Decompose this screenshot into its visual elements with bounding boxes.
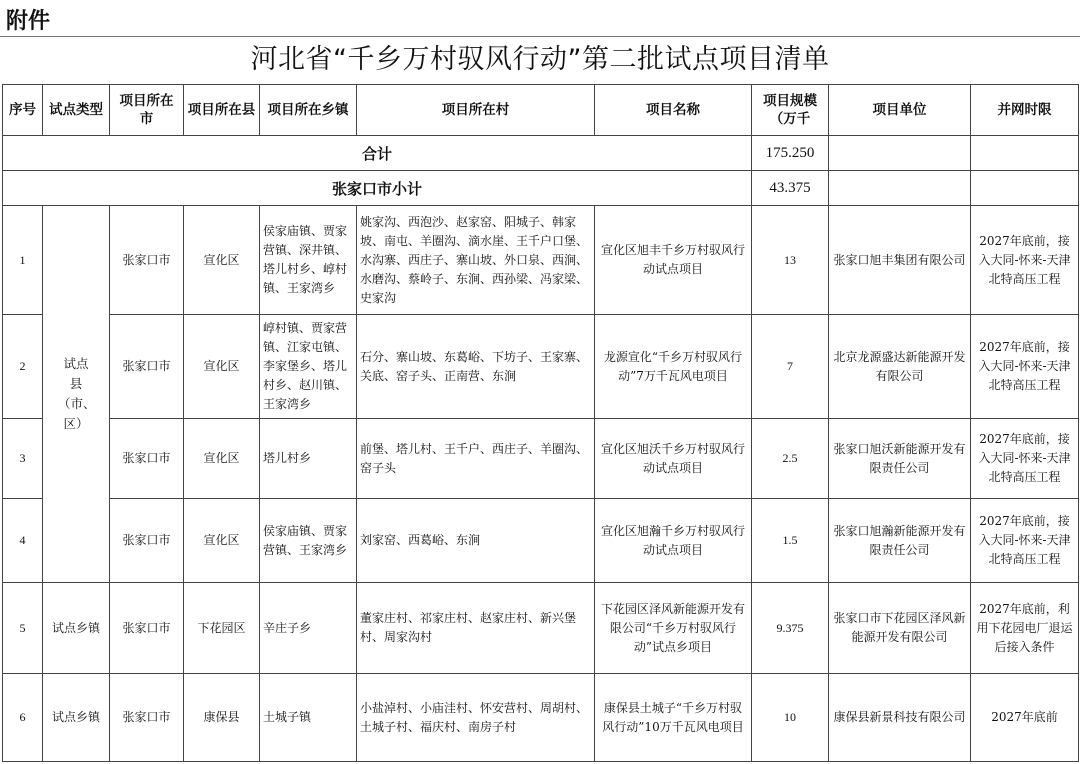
pilot-type-group [43,206,110,583]
town-cell: 侯家庙镇、贾家营镇、王家湾乡 [260,499,357,583]
col-header: 项目名称 [595,85,752,136]
scale-cell: 7 [752,315,829,419]
unit-cell: 张家口旭沃新能源开发有限责任公司 [829,419,971,499]
col-header: 项目单位 [829,85,971,136]
deadline-cell: 2027年底前 [971,674,1079,762]
village-cell: 刘家窑、西葛峪、东涧 [357,499,595,583]
table-row [3,206,1079,315]
unit-cell: 张家口旭丰集团有限公司 [829,206,971,315]
project-name-cell: 康保县土城子“千乡万村驭风行动”10万千瓦风电项目 [595,674,752,762]
city-cell: 张家口市 [110,315,184,419]
table-header-row [3,85,1079,136]
attachment-label: 附件 [6,9,51,34]
county-cell: 宣化区 [184,419,260,499]
village-cell: 姚家沟、西泡沙、赵家窑、阳城子、韩家坡、南屯、羊圈沟、滴水崖、王千户口堡、水沟寨、西庄子、寨山坡、外口泉、西涧、水磨沟、蔡岭子、东涧、西孙梁、冯家梁、史家沟 [357,206,595,315]
total-value: 175.250 [752,136,829,171]
unit-cell: 张家口旭瀚新能源开发有限责任公司 [829,499,971,583]
scale-cell: 2.5 [752,419,829,499]
city-cell: 张家口市 [110,583,184,674]
project-name-cell: 宣化区旭瀚千乡万村驭风行动试点项目 [595,499,752,583]
county-cell: 宣化区 [184,499,260,583]
town-cell: 塔儿村乡 [260,419,357,499]
scale-cell: 10 [752,674,829,762]
village-cell: 石分、寨山坡、东葛峪、下坊子、王家寨、关底、窑子头、正南营、东涧 [357,315,595,419]
city-cell: 张家口市 [110,206,184,315]
row-number: 6 [3,674,43,762]
empty-cell [971,136,1079,171]
project-name-cell: 下花园区泽风新能源开发有限公司“千乡万村驭风行动”试点乡项目 [595,583,752,674]
empty-cell [971,171,1079,206]
county-cell: 宣化区 [184,206,260,315]
col-header: 项目规模（万千 [752,85,829,136]
deadline-cell: 2027年底前，接入大同-怀来-天津北特高压工程 [971,419,1079,499]
col-header: 试点类型 [43,85,110,136]
town-cell: 崞村镇、贾家营镇、江家屯镇、李家堡乡、塔儿村乡、赵川镇、王家湾乡 [260,315,357,419]
deadline-cell: 2027年底前，接入大同-怀来-天津北特高压工程 [971,315,1079,419]
unit-cell: 康保县新景科技有限公司 [829,674,971,762]
col-header: 项目所在县 [184,85,260,136]
subtotal-row [3,171,1079,206]
town-cell: 侯家庙镇、贾家营镇、深井镇、塔儿村乡、崞村镇、王家湾乡 [260,206,357,315]
empty-cell [829,136,971,171]
attachment-header [0,0,1080,37]
city-cell: 张家口市 [110,419,184,499]
deadline-cell: 2027年底前，接入大同-怀来-天津北特高压工程 [971,499,1079,583]
pilot-type-cell: 试点乡镇 [43,583,110,674]
county-cell: 宣化区 [184,315,260,419]
table-row [3,583,1079,674]
village-cell: 小盐淖村、小庙洼村、怀安营村、周胡村、土城子村、福庆村、南房子村 [357,674,595,762]
project-name-cell: 宣化区旭丰千乡万村驭风行动试点项目 [595,206,752,315]
city-cell: 张家口市 [110,674,184,762]
county-cell: 下花园区 [184,583,260,674]
village-cell: 董家庄村、祁家庄村、赵家庄村、新兴堡村、周家沟村 [357,583,595,674]
subtotal-value: 43.375 [752,171,829,206]
project-name-cell: 宣化区旭沃千乡万村驭风行动试点项目 [595,419,752,499]
unit-cell: 北京龙源盛达新能源开发有限公司 [829,315,971,419]
unit-cell: 张家口市下花园区泽风新能源开发有限公司 [829,583,971,674]
town-cell: 土城子镇 [260,674,357,762]
empty-cell [829,171,971,206]
col-header: 项目所在乡镇 [260,85,357,136]
row-number: 4 [3,499,43,583]
table-row [3,315,1079,419]
row-number: 3 [3,419,43,499]
col-header: 序号 [3,85,43,136]
row-number: 2 [3,315,43,419]
col-header: 并网时限 [971,85,1079,136]
col-header: 项目所在村 [357,85,595,136]
deadline-cell: 2027年底前，利用下花园电厂退运后接入条件 [971,583,1079,674]
row-number: 5 [3,583,43,674]
project-table [2,84,1079,762]
subtotal-label: 张家口市小计 [3,171,752,206]
scale-cell: 1.5 [752,499,829,583]
scale-cell: 9.375 [752,583,829,674]
city-cell: 张家口市 [110,499,184,583]
table-row [3,419,1079,499]
county-cell: 康保县 [184,674,260,762]
pilot-type-cell: 试点乡镇 [43,674,110,762]
town-cell: 辛庄子乡 [260,583,357,674]
village-cell: 前堡、塔儿村、王千户、西庄子、羊圈沟、窑子头 [357,419,595,499]
row-number: 1 [3,206,43,315]
document-title: 河北省“千乡万村驭风行动”第二批试点项目清单 [250,44,830,75]
total-label: 合计 [3,136,752,171]
deadline-cell: 2027年底前，接入大同-怀来-天津北特高压工程 [971,206,1079,315]
col-header: 项目所在市 [110,85,184,136]
scale-cell: 13 [752,206,829,315]
pilot-type-label: 试点县（市、区） [58,356,96,431]
table-row [3,499,1079,583]
table-row [3,674,1079,762]
total-row [3,136,1079,171]
project-name-cell: 龙源宣化“千乡万村驭风行动”7万千瓦风电项目 [595,315,752,419]
